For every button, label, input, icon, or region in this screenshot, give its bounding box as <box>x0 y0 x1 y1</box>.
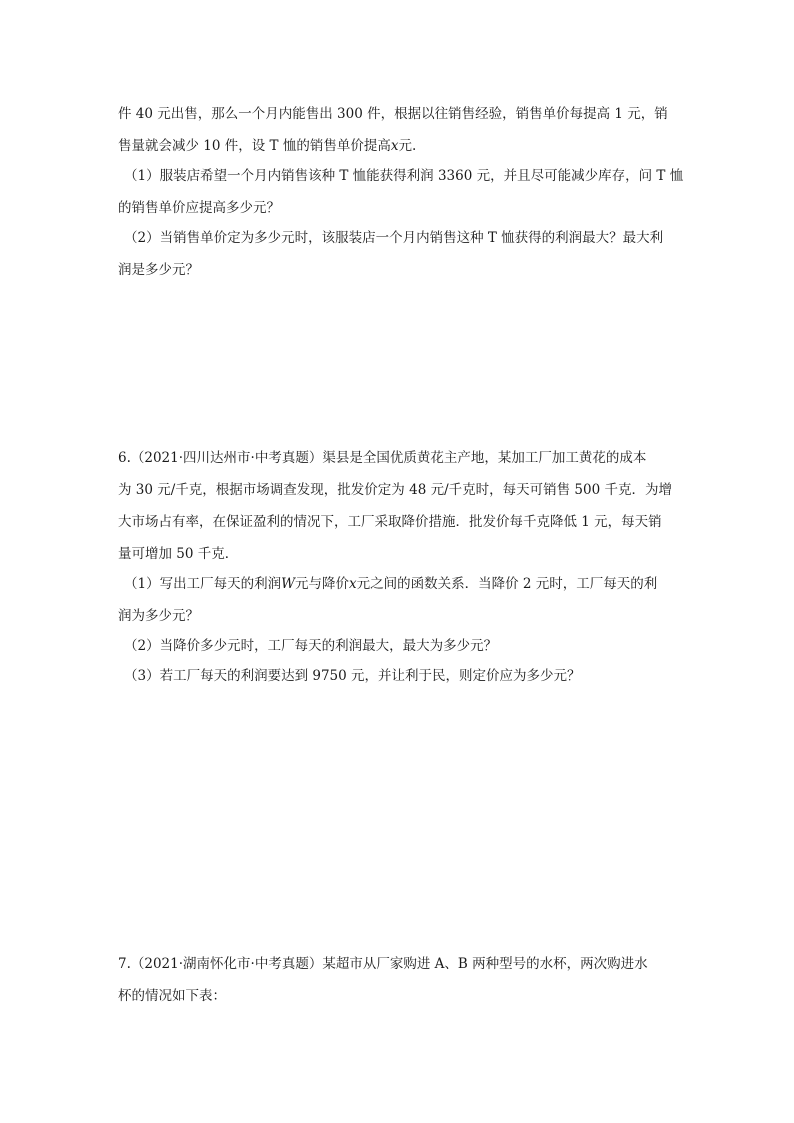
p5-line-2-end: 元. <box>398 138 417 154</box>
p6-q1-a: （1）写出工厂每天的利润 <box>124 576 282 592</box>
p6-stem-line-3: 大市场占有率，在保证盈利的情况下，工厂采取降价措施．批发价每千克降低 1 元，每天销 <box>118 514 662 530</box>
p6-q2: （2）当降价多少元时，工厂每天的利润最大，最大为多少元？ <box>124 638 498 654</box>
p5-var-x: x <box>390 138 399 154</box>
p6-var-x: x <box>348 576 357 592</box>
p5-line-2 <box>118 136 678 156</box>
p6-q1-b: 元与降价 <box>294 576 349 592</box>
p6-q1-line-2: 润为多少元？ <box>118 608 199 624</box>
p6-q3: （3）若工厂每天的利润要达到 9750 元，并让利于民，则定价应为多少元？ <box>124 668 581 684</box>
p5-q1-line-1: （1）服装店希望一个月内销售该种 T 恤能获得利润 3360 元，并且尽可能减少库存，问 T 恤 <box>124 168 684 184</box>
p7-stem-line-1: 7.（2021·湖南怀化市·中考真题）某超市从厂家购进 A、B 两种型号的水杯，两次购进水 <box>118 956 648 972</box>
p6-stem-line-1: 6.（2021·四川达州市·中考真题）渠县是全国优质黄花主产地，某加工厂加工黄花的成本 <box>118 450 647 466</box>
p6-stem-line-4: 量可增加 50 千克． <box>118 546 239 562</box>
p6-q1-c: 元之间的函数关系．当降价 2 元时，工厂每天的利 <box>356 576 658 592</box>
p6-var-w: W <box>281 576 295 592</box>
p6-q1-line-1 <box>124 574 684 594</box>
p5-line-2-text: 售量就会减少 10 件，设 T 恤的销售单价提高 <box>118 138 391 154</box>
p7-stem-line-2: 杯的情况如下表： <box>118 988 226 1004</box>
p5-q2-line-2: 润是多少元？ <box>118 262 199 278</box>
p5-line-1: 件 40 元出售，那么一个月内能售出 300 件，根据以往销售经验，销售单价每提高 1 元，销 <box>118 106 668 122</box>
p6-stem-line-2: 为 30 元/千克，根据市场调查发现，批发价定为 48 元/千克时，每天可销售 500 千克．为增 <box>118 482 672 498</box>
p5-q2-line-1: （2）当销售单价定为多少元时，该服装店一个月内销售这种 T 恤获得的利润最大？最大利 <box>124 230 664 246</box>
p5-q1-line-2: 的销售单价应提高多少元？ <box>118 200 280 216</box>
